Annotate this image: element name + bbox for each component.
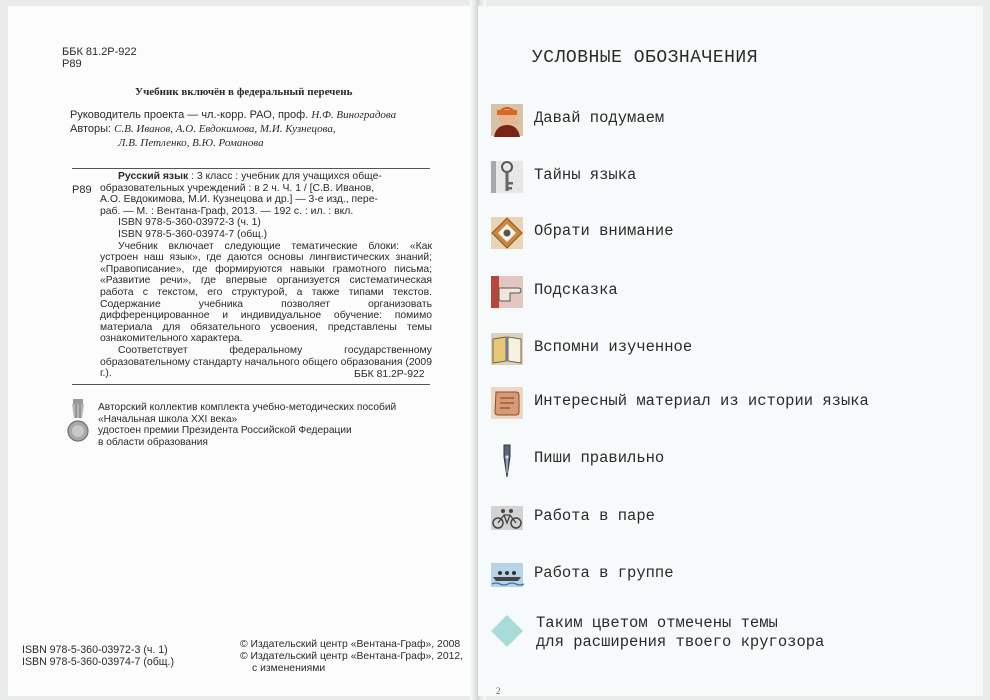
catalog-standard: Соответствует федеральному государственному образовательному стандарту начального общего образования (2009 г.). (100, 344, 432, 380)
isbn-footer-1: ISBN 978-5-360-03972-3 (ч. 1) (22, 644, 168, 656)
teal-diamond-icon (490, 614, 524, 648)
page-number: 2 (496, 686, 501, 696)
legend-item-attention (490, 216, 970, 256)
catalog-line2: образовательных учреждений : в 2 ч. Ч. 1 / [С.В. Иванов, (100, 182, 375, 194)
legend-label: Интересный материал из истории языка (534, 392, 869, 410)
legend-label: Вспомни изученное (534, 338, 693, 356)
legend-item-recall (490, 332, 970, 372)
legend-item-secrets (490, 160, 970, 200)
medal-icon (66, 398, 90, 446)
credits-block (70, 108, 470, 150)
catalog-record (100, 171, 432, 380)
legend-item-hint (490, 275, 970, 315)
legend-title: УСЛОВНЫЕ ОБОЗНАЧЕНИЯ (532, 48, 759, 68)
award-line4: в области образования (98, 436, 208, 448)
legend-item-history (490, 386, 970, 426)
copyright-2: © Издательский центр «Вентана-Граф», 2012, (240, 650, 464, 662)
scroll-icon (490, 386, 524, 420)
authors-line1: С.В. Иванов, А.О. Евдокимова, М.И. Кузнецова, (114, 123, 336, 135)
author-mark: Р89 (62, 58, 82, 70)
open-book-icon (490, 332, 524, 366)
tandem-bicycle-icon (490, 501, 524, 535)
legend-label: Работа в группе (534, 564, 674, 582)
bbk-code-end: ББК 81.2Р-922 (354, 369, 425, 380)
award-note (98, 402, 428, 448)
copyright-block (240, 639, 463, 674)
catalog-line3: А.О. Евдокимова, М.И. Кузнецова и др.] — 3-е изд., пере- (100, 194, 378, 206)
authors-label: Авторы: (70, 123, 112, 135)
federal-list-note: Учебник включён в федеральный перечень (135, 86, 353, 98)
project-lead-name: Н.Ф. Виноградова (311, 109, 397, 121)
bbk-code: ББК 81.2Р-922 (62, 46, 137, 58)
legend-label-line2: для расширения твоего кругозора (536, 633, 825, 651)
legend-label: Таким цветом отмечены темы (536, 614, 778, 632)
catalog-isbn-2: ISBN 978-5-360-03974-7 (общ.) (118, 228, 268, 240)
legend-label: Тайны языка (534, 166, 637, 184)
legend-label: Давай подумаем (534, 109, 665, 127)
legend-item-pair (490, 501, 970, 541)
project-lead-label: Руководитель проекта — чл.-корр. РАО, проф. (70, 109, 309, 121)
catalog-line4: раб. — М. : Вентана-Граф, 2013. — 192 с. : ил. : вкл. (100, 205, 354, 217)
catalog-description: Учебник включает следующие тематические блоки: «Как устроен наш язык», где даются основы лингвистических знаний; «Правописание», где формируются навыки грамотного письма; «Развитие речи», где впервые организуется систематическая работа с текстом, его структурой, а также типами текстов. Содержание учебника позволяет организовать дифференцированное и индивидуальное обучение: помимо материала для обязательного усвоения, представлены темы ознакомительного характера. (100, 240, 432, 345)
copyright-3: с изменениями (252, 662, 326, 674)
isbn-footer (22, 645, 174, 669)
catalog-line1-rest: : 3 класс : учебник для учащихся обще- (188, 171, 382, 182)
divider-bottom (72, 384, 430, 385)
legend-item-think (490, 103, 970, 143)
divider-top (72, 168, 430, 169)
attention-diamond-icon (490, 216, 524, 250)
copyright-1: © Издательский центр «Вентана-Граф», 2008 (240, 639, 461, 650)
project-lead (70, 108, 470, 122)
bbk-header (62, 46, 137, 70)
key-icon (490, 160, 524, 194)
catalog-code: Р89 (72, 184, 92, 196)
isbn-footer-2: ISBN 978-5-360-03974-7 (общ.) (22, 655, 174, 668)
legend-item-group (490, 558, 970, 598)
catalog-isbn-1: ISBN 978-5-360-03972-3 (ч. 1) (118, 217, 261, 229)
award-line2: «Начальная школа XXI века» (98, 413, 238, 425)
authors-line2: Л.В. Петленко, В.Ю. Романова (118, 137, 264, 149)
legend-label: Работа в паре (534, 507, 655, 525)
thinking-boy-icon (490, 103, 524, 137)
legend-item-spelling (490, 443, 970, 483)
award-line1: Авторский коллектив комплекта учебно-методических пособий (98, 402, 397, 413)
catalog-title: Русский язык (118, 171, 189, 182)
catalog-line1 (100, 171, 432, 183)
pen-nib-icon (490, 443, 524, 477)
pointing-hand-icon (490, 275, 524, 309)
legend-label: Пиши правильно (534, 449, 665, 467)
legend-label: Подсказка (534, 281, 618, 299)
authors (70, 122, 470, 136)
rowing-boat-icon (490, 558, 524, 592)
legend-label: Обрати внимание (534, 222, 674, 240)
award-line3: удостоен премии Президента Российской Федерации (98, 425, 352, 437)
legend-item-horizon (490, 612, 970, 656)
